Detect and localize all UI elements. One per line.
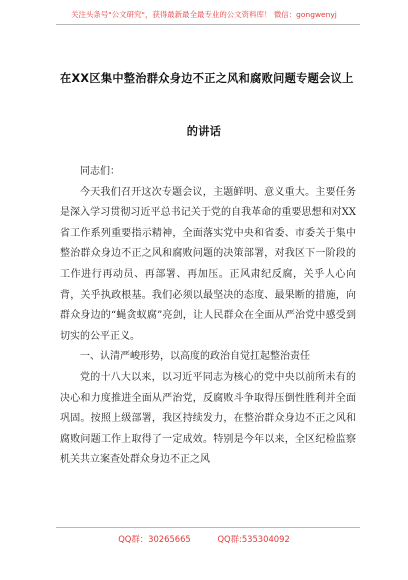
footer-divider xyxy=(56,527,360,528)
salutation: 同志们： xyxy=(80,166,120,177)
document-body xyxy=(60,162,356,471)
footer-qq-group-1: QQ群：30265665 xyxy=(118,534,191,544)
footer xyxy=(0,533,408,545)
section-heading-1: 一、认清严峻形势，以高度的政治自觉扛起整治责任 xyxy=(80,351,310,363)
header-divider xyxy=(56,24,360,25)
document-title-line-2: 的讲话 xyxy=(186,125,222,138)
header-banner: 关注头条号"公文研究"，获得最新最全最专业的公文资料库！ 微信：gongwenyj xyxy=(71,10,337,19)
footer-qq-group-2: QQ群:535304092 xyxy=(217,534,290,544)
document-title-line-1: 在XX区集中整治群众身边不正之风和腐败问题专题会议上 xyxy=(60,72,354,85)
paragraph-section-1: 党的十八大以来，以习近平同志为核心的党中央以前所未有的决心和力度推进全面从严治党，反腐败斗争取得压倒性胜利并全面巩固。按照上级部署，我区持续发力，在整治群众身边不正之风和腐败问题工作上取得了一定成效。特别是今年以来，全区纪检监察机关共立案查处群众身边不正之风 xyxy=(60,371,356,466)
paragraph-intro: 今天我们召开这次专题会议，主题鲜明、意义重大。主要任务是深入学习贯彻习近平总书记关于党的自我革命的重要思想和对XX省工作系列重要指示精神，全面落实党中央和省委、市委关于集中整治群众身边不正之风和腐败问题的决策部署，对我区下一阶段的工作进行再动员、再部署、再加压。正风肃纪反腐，关乎人心向背，关乎执政根基。我们必须以最坚决的态度、最果断的措施，向群众身边的“蝇贪蚁腐”亮剑，让人民群众在全面从严治党中感受到切实的公平正义。 xyxy=(60,186,356,342)
